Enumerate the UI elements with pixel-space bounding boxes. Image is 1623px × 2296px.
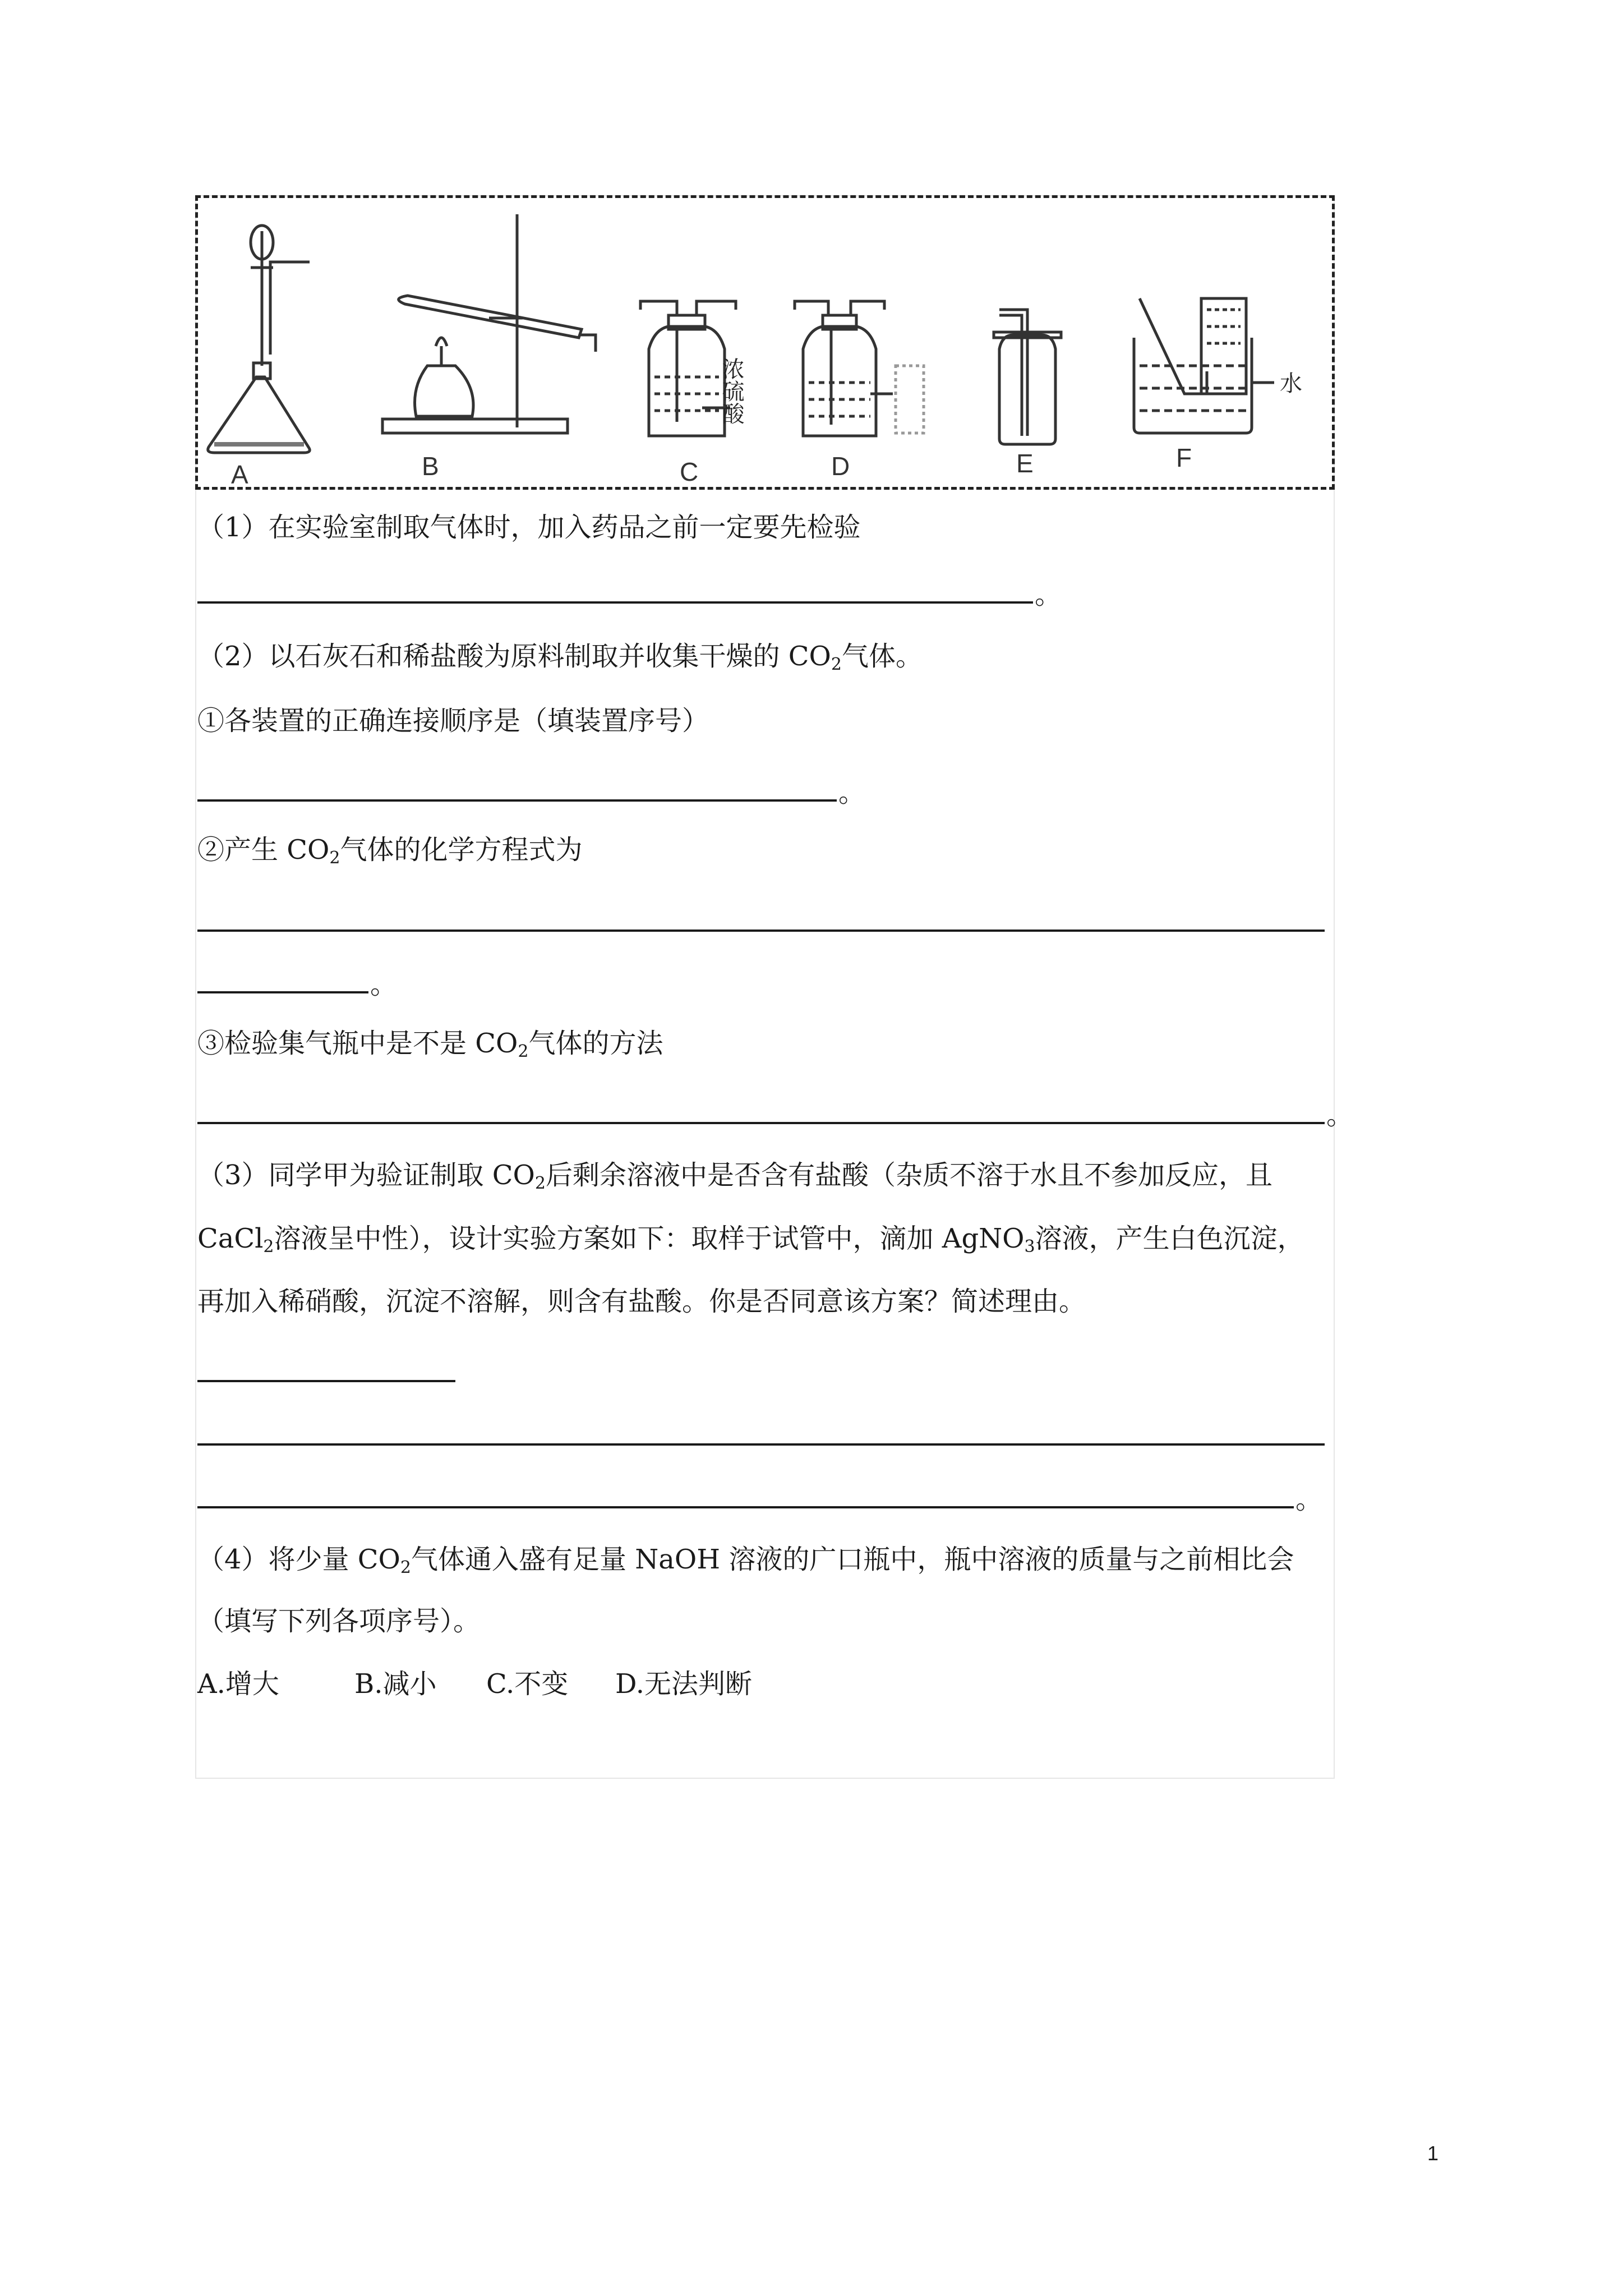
apparatus-d-wash-bottle-icon (795, 301, 924, 436)
label-c: C (680, 457, 699, 486)
q3-blank-3[interactable] (197, 1506, 1294, 1508)
q2-s3-end: 。 (1326, 1099, 1354, 1131)
q4-line-2: （填写下列各项序号）。 (197, 1605, 481, 1637)
q2-s2-blank-1[interactable] (197, 930, 1325, 932)
option-b[interactable]: B.减小 (354, 1668, 437, 1700)
q4-options (197, 1667, 752, 1701)
q2-s3: ③检验集气瓶中是不是 $CO_2$气体的方法 (197, 1028, 663, 1061)
q2-s2-blank-2[interactable] (197, 991, 368, 993)
f-water-label: 水 (1280, 371, 1302, 397)
label-a: A (231, 460, 248, 487)
page-number: 1 (1427, 2142, 1439, 2165)
apparatus-f-water-trough-icon (1134, 298, 1274, 433)
q4-line-1: （4）将少量 $CO_2$气体通入盛有足量 NaOH 溶液的广口瓶中，瓶中溶液的质量与之前相比会 (197, 1544, 1294, 1577)
q2-s3-blank[interactable] (197, 1122, 1325, 1124)
q3-line-2: CaCl$_2$溶液呈中性），设计实验方案如下：取样于试管中，滴加 AgNO$_3$溶液，产生白色沉淀， (197, 1223, 1304, 1257)
apparatus-figure (197, 197, 1332, 487)
option-c[interactable]: C.不变 (486, 1668, 569, 1700)
q3-end: 。 (1295, 1484, 1323, 1515)
q3-blank-1[interactable] (197, 1380, 455, 1382)
q2-s2-end: 。 (370, 969, 398, 1000)
q1-end: 。 (1035, 579, 1062, 610)
c-reagent-label: 浓硫酸 (718, 357, 744, 425)
label-d: D (831, 452, 850, 481)
apparatus-b-heating-icon (382, 214, 596, 433)
q2-intro: （2）以石灰石和稀盐酸为原料制取并收集干燥的 $CO_2$气体。 (197, 641, 923, 674)
q2-s1: ①各装置的正确连接顺序是（填装置序号） (197, 705, 709, 737)
option-a[interactable]: A.增大 (197, 1668, 279, 1700)
label-b: B (422, 452, 439, 481)
q3-blank-2[interactable] (197, 1443, 1325, 1446)
q1-text: （1）在实验室制取气体时，加入药品之前一定要先检验 (197, 512, 861, 543)
q3-line-3: 再加入稀硝酸，沉淀不溶解，则含有盐酸。你是否同意该方案？简述理由。 (197, 1286, 1086, 1317)
q2-s2: ②产生 $CO_2$气体的化学方程式为 (197, 834, 583, 868)
apparatus-e-gas-jar-icon (994, 310, 1061, 444)
apparatus-a-flask-icon (208, 226, 310, 453)
label-f: F (1176, 443, 1192, 472)
q2-s1-end: 。 (838, 777, 866, 808)
label-e: E (1016, 449, 1034, 478)
q2-s1-blank[interactable] (197, 799, 837, 802)
q1-answer-blank[interactable] (197, 601, 1033, 604)
q3-line-1: （3）同学甲为验证制取 $CO_2$后剩余溶液中是否含有盐酸（杂质不溶于水且不参加反应，且 (197, 1159, 1272, 1193)
option-d[interactable]: D.无法判断 (615, 1668, 753, 1700)
